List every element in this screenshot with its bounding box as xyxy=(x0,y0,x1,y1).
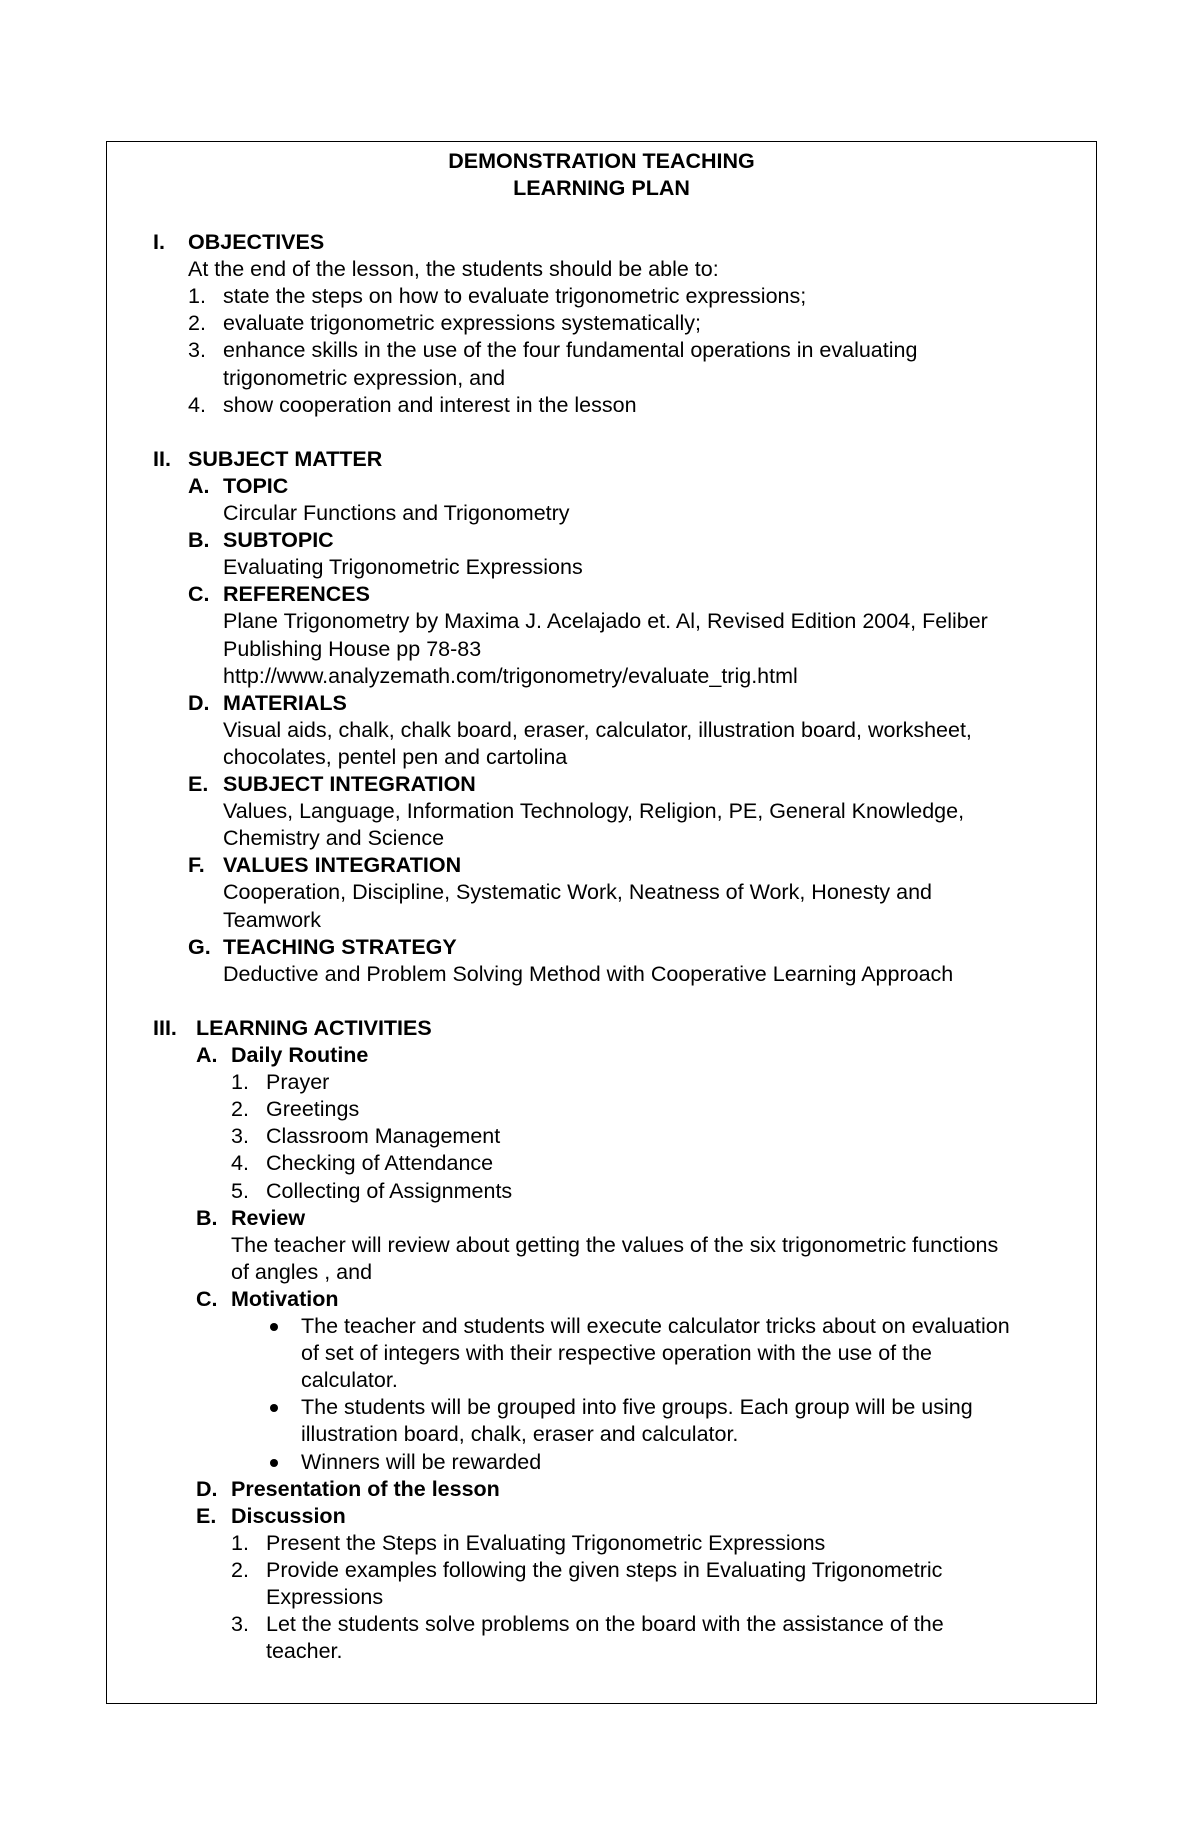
subsection-text: Cooperation, Discipline, Systematic Work, Neatness of Work, Honesty and xyxy=(223,880,933,905)
routine-item: Collecting of Assignments xyxy=(266,1178,513,1203)
subsection-text: Teamwork xyxy=(223,907,321,932)
subsection-heading: SUBTOPIC xyxy=(223,528,334,553)
discussion-text: Present the Steps in Evaluating Trigonometric Expressions xyxy=(266,1530,826,1555)
objective-text: enhance skills in the use of the four fundamental operations in evaluating xyxy=(223,338,918,363)
subsection-letter: E. xyxy=(188,772,209,796)
discussion-number: 3. xyxy=(231,1612,249,1637)
objective-text: show cooperation and interest in the lesson xyxy=(223,392,637,417)
objective-text: trigonometric expression, and xyxy=(223,365,506,390)
subsection-text: http://www.analyzemath.com/trigonometry/evaluate_trig.html xyxy=(223,663,798,688)
subsection-text: Circular Functions and Trigonometry xyxy=(223,501,570,525)
objective-number: 3. xyxy=(188,338,206,363)
subsection-letter: G. xyxy=(188,934,211,959)
discussion-text: Let the students solve problems on the board with the assistance of the xyxy=(266,1612,944,1637)
subsection-text: Publishing House pp 78-83 xyxy=(223,636,482,661)
motivation-text: of set of integers with their respective operation with the use of the xyxy=(301,1341,933,1366)
routine-item: Classroom Management xyxy=(266,1124,501,1149)
discussion-text: Provide examples following the given steps in Evaluating Trigonometric xyxy=(266,1557,943,1582)
subsection-letter: D. xyxy=(188,690,210,715)
section-heading: LEARNING ACTIVITIES xyxy=(196,1015,432,1040)
section-numeral: III. xyxy=(153,1015,177,1040)
discussion-number: 1. xyxy=(231,1530,249,1555)
objective-text: evaluate trigonometric expressions systematically; xyxy=(223,311,701,336)
motivation-text: calculator. xyxy=(301,1368,398,1393)
routine-number: 1. xyxy=(231,1070,249,1095)
subsection-heading: VALUES INTEGRATION xyxy=(223,853,462,878)
subsection-heading: Daily Routine xyxy=(231,1043,369,1067)
discussion-text: Expressions xyxy=(266,1585,384,1609)
motivation-text: The teacher and students will execute calculator tricks about on evaluation xyxy=(301,1314,1010,1338)
routine-number: 5. xyxy=(231,1178,249,1203)
subsection-heading: REFERENCES xyxy=(223,582,370,607)
section-numeral: II. xyxy=(153,446,171,471)
motivation-text: The students will be grouped into five groups. Each group will be using xyxy=(301,1395,973,1420)
subsection-heading: TEACHING STRATEGY xyxy=(223,934,457,959)
routine-item: Checking of Attendance xyxy=(266,1151,494,1176)
lesson-plan-frame xyxy=(106,141,1097,1704)
subsection-heading: Review xyxy=(231,1205,306,1230)
subsection-letter: A. xyxy=(188,473,210,498)
subsection-letter: F. xyxy=(188,853,205,878)
subsection-text: chocolates, pentel pen and cartolina xyxy=(223,744,568,769)
subsection-text: Deductive and Problem Solving Method with Cooperative Learning Approach xyxy=(223,961,954,986)
subsection-text: Plane Trigonometry by Maxima J. Acelajado et. Al, Revised Edition 2004, Feliber xyxy=(223,609,988,634)
subsection-letter: C. xyxy=(196,1286,218,1311)
bullet-icon xyxy=(270,1459,278,1467)
routine-number: 2. xyxy=(231,1097,249,1122)
motivation-text: Winners will be rewarded xyxy=(301,1449,542,1474)
subsection-text: Evaluating Trigonometric Expressions xyxy=(223,555,583,580)
objectives-intro: At the end of the lesson, the students should be able to: xyxy=(188,257,719,282)
subsection-text: Values, Language, Information Technology, Religion, PE, General Knowledge, xyxy=(223,799,965,824)
subsection-heading: Discussion xyxy=(231,1503,346,1528)
bullet-icon xyxy=(270,1323,278,1331)
subsection-heading: MATERIALS xyxy=(223,690,347,715)
section-heading: SUBJECT MATTER xyxy=(188,446,383,471)
objective-number: 4. xyxy=(188,392,206,417)
subsection-letter: A. xyxy=(196,1043,218,1067)
subsection-heading: Motivation xyxy=(231,1286,339,1311)
routine-number: 4. xyxy=(231,1151,249,1176)
subsection-letter: D. xyxy=(196,1476,218,1501)
discussion-number: 2. xyxy=(231,1557,249,1582)
motivation-text: illustration board, chalk, eraser and calculator. xyxy=(301,1422,739,1447)
section-numeral: I. xyxy=(153,230,165,254)
objective-text: state the steps on how to evaluate trigonometric expressions; xyxy=(223,284,807,309)
objective-number: 2. xyxy=(188,311,206,336)
subsection-heading: Presentation of the lesson xyxy=(231,1476,500,1501)
review-text: of angles , and xyxy=(231,1259,373,1284)
subsection-letter: C. xyxy=(188,582,210,607)
subsection-heading: TOPIC xyxy=(223,473,289,498)
lesson-plan-content xyxy=(107,142,1096,1703)
subsection-text: Visual aids, chalk, chalk board, eraser, calculator, illustration board, worksheet, xyxy=(223,717,972,742)
review-text: The teacher will review about getting the values of the six trigonometric functions xyxy=(231,1232,999,1257)
subsection-letter: B. xyxy=(196,1205,218,1230)
title-line-1: DEMONSTRATION TEACHING xyxy=(448,149,755,173)
subsection-heading: SUBJECT INTEGRATION xyxy=(223,772,476,796)
title-line-2: LEARNING PLAN xyxy=(513,176,690,200)
objective-number: 1. xyxy=(188,284,206,309)
routine-item: Greetings xyxy=(266,1097,360,1122)
subsection-text: Chemistry and Science xyxy=(223,826,445,851)
bullet-icon xyxy=(270,1404,278,1412)
routine-item: Prayer xyxy=(266,1070,330,1095)
subsection-letter: E. xyxy=(196,1503,217,1528)
subsection-letter: B. xyxy=(188,528,210,553)
routine-number: 3. xyxy=(231,1124,249,1149)
section-heading: OBJECTIVES xyxy=(188,230,325,254)
discussion-text: teacher. xyxy=(266,1639,343,1664)
